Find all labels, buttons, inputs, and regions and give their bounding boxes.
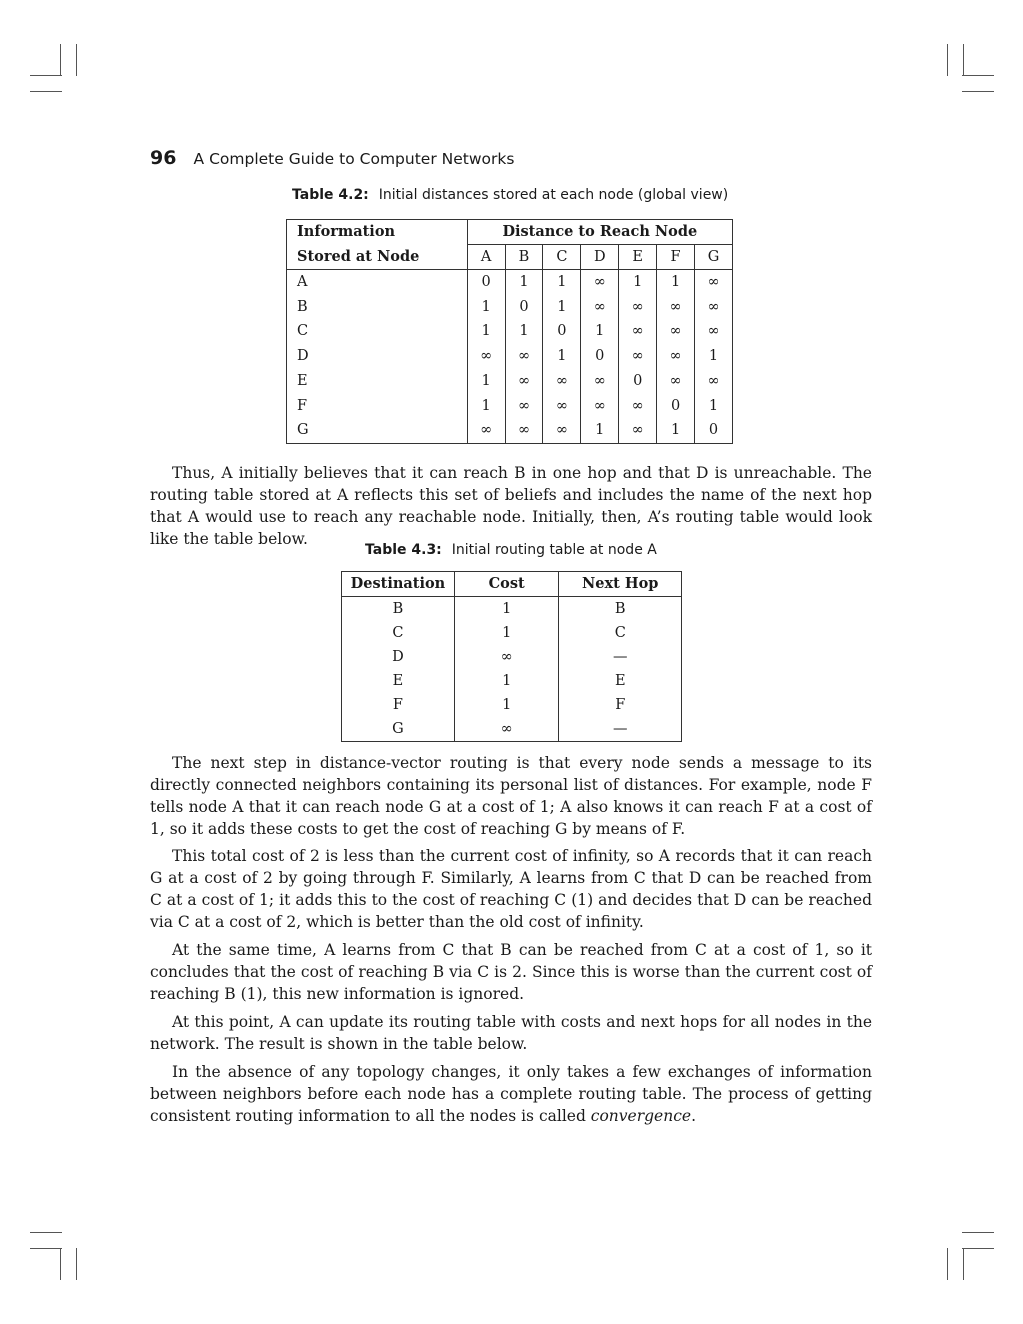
row-node-label: G <box>297 422 309 439</box>
cost-cell: 1 <box>454 597 559 622</box>
column-header: A <box>467 245 505 270</box>
distance-cell: 1 <box>467 295 505 320</box>
distance-cell: ∞ <box>695 369 733 394</box>
running-head <box>150 147 514 169</box>
paragraph-5: At this point, A can update its routing table with costs and next hops for all nodes in the network. The result is shown in the table below. <box>150 1013 872 1053</box>
table-row <box>342 693 682 717</box>
distance-cell: ∞ <box>505 369 543 394</box>
table-4-3-caption <box>365 542 657 558</box>
distance-cell: ∞ <box>581 295 619 320</box>
row-header-line1: Information <box>287 220 468 245</box>
table-row <box>342 597 682 622</box>
row-node-label: A <box>287 270 468 295</box>
table-4-3-body <box>342 597 682 742</box>
row-node-label: C <box>297 323 309 340</box>
table-row <box>287 344 733 369</box>
distance-cell: 1 <box>695 394 733 419</box>
distance-cell: ∞ <box>619 319 657 344</box>
distance-cell: ∞ <box>581 270 619 295</box>
distance-cell: ∞ <box>657 369 695 394</box>
distance-cell: ∞ <box>619 344 657 369</box>
column-header: F <box>657 245 695 270</box>
distance-cell: 1 <box>467 319 505 344</box>
column-header: E <box>619 245 657 270</box>
table-4-3-title: Initial routing table at node A <box>451 542 657 558</box>
row-node-label: F <box>297 397 308 414</box>
destination-cell: F <box>392 697 403 713</box>
distance-cell: ∞ <box>543 394 581 419</box>
distance-cell: 1 <box>581 418 619 443</box>
destination-cell: E <box>392 673 404 689</box>
column-header: C <box>543 245 581 270</box>
table-row <box>287 418 733 443</box>
distance-cell: ∞ <box>543 418 581 443</box>
table-row <box>342 621 682 645</box>
next-hop-cell: C <box>559 621 682 645</box>
table-row <box>287 319 733 344</box>
paragraph-2: The next step in distance-vector routing is that every node sends a message to its directly connected neighbors containing its personal list of distances. For example, node F tells node A that it can reach node G at a cost of 1; A also knows it can reach F at a cost of 1, so it adds these costs to get the cost of reaching G by means of F. <box>150 754 872 838</box>
distance-cell: ∞ <box>657 344 695 369</box>
distance-cell: ∞ <box>657 295 695 320</box>
distance-cell: ∞ <box>695 295 733 320</box>
table-4-3 <box>341 571 682 742</box>
next-hop-cell: — <box>559 645 682 669</box>
distance-cell: 1 <box>543 270 581 295</box>
group-header: Distance to Reach Node <box>502 223 698 240</box>
cost-cell: ∞ <box>454 717 559 742</box>
distance-cell: 1 <box>543 295 581 320</box>
cost-cell: 1 <box>454 693 559 717</box>
distance-cell: 1 <box>581 319 619 344</box>
page-number: 96 <box>150 147 177 169</box>
distance-cell: ∞ <box>619 418 657 443</box>
distance-cell: ∞ <box>695 319 733 344</box>
distance-cell: ∞ <box>695 270 733 295</box>
cost-cell: 1 <box>454 621 559 645</box>
term-convergence: convergence <box>590 1107 692 1125</box>
cost-cell: 1 <box>454 669 559 693</box>
distance-cell: 1 <box>543 344 581 369</box>
destination-cell: C <box>392 625 404 641</box>
paragraph-4: At the same time, A learns from C that B can be reached from C at a cost of 1, so it concludes that the cost of reaching B via C is 2. Since this is worse than the current cost of reaching B (1), this new information is ignored. <box>150 941 872 1003</box>
column-header: D <box>581 245 619 270</box>
table-4-2-body <box>287 270 733 444</box>
distance-cell: ∞ <box>619 394 657 419</box>
table-4-3-label: Table 4.3: <box>365 542 442 558</box>
next-hop-cell: E <box>559 669 682 693</box>
destination-cell: B <box>392 601 404 617</box>
distance-cell: ∞ <box>581 394 619 419</box>
distance-cell: ∞ <box>543 369 581 394</box>
row-node-label: B <box>297 298 308 315</box>
table-4-2-title: Initial distances stored at each node (global view) <box>378 187 729 203</box>
distance-cell: 0 <box>619 369 657 394</box>
distance-cell: ∞ <box>467 344 505 369</box>
distance-cell: 0 <box>657 394 695 419</box>
distance-cell: 0 <box>467 270 505 295</box>
destination-cell: D <box>392 649 404 665</box>
column-header-destination: Destination <box>342 572 455 597</box>
distance-cell: ∞ <box>505 418 543 443</box>
distance-cell: ∞ <box>657 319 695 344</box>
paragraph-1: Thus, A initially believes that it can reach B in one hop and that D is unreachable. The routing table stored at A reflects this set of beliefs and includes the name of the next hop that A would use to reach any reachable node. Initially, then, A’s routing table would look like the table below. <box>150 464 872 548</box>
distance-cell: ∞ <box>581 369 619 394</box>
distance-cell: 0 <box>695 418 733 443</box>
distance-cell: 1 <box>467 369 505 394</box>
distance-cell: 1 <box>505 270 543 295</box>
table-row <box>287 270 733 295</box>
table-4-2-label: Table 4.2: <box>292 187 369 203</box>
table-row <box>342 645 682 669</box>
table-row <box>287 369 733 394</box>
column-header: B <box>505 245 543 270</box>
paragraph-6-text: In the absence of any topology changes, it only takes a few exchanges of information between neighbors before each node has a complete routing table. The process of getting consistent routing information to all the nodes is called <box>150 1063 872 1125</box>
row-header-line2: Stored at Node <box>287 245 468 270</box>
table-row <box>342 669 682 693</box>
distance-cell: 1 <box>467 394 505 419</box>
column-header: G <box>695 245 733 270</box>
column-header-next-hop: Next Hop <box>559 572 682 597</box>
table-row <box>342 717 682 742</box>
row-node-label: D <box>297 348 309 365</box>
next-hop-cell: — <box>559 717 682 742</box>
table-row <box>287 295 733 320</box>
distance-cell: 1 <box>657 270 695 295</box>
distance-cell: 1 <box>505 319 543 344</box>
destination-cell: G <box>392 721 404 737</box>
table-4-2-caption <box>292 187 728 203</box>
row-node-label: E <box>297 372 308 389</box>
distance-cell: ∞ <box>467 418 505 443</box>
distance-cell: 0 <box>581 344 619 369</box>
cost-cell: ∞ <box>454 645 559 669</box>
next-hop-cell: B <box>559 597 682 622</box>
paragraph-3: This total cost of 2 is less than the current cost of infinity, so A records that it can reach G at a cost of 2 by going through F. Similarly, A learns from C that D can be reached from C at a cost of 1; it adds this to the cost of reaching C (1) and decides that D can be reached via C at a cost of 2, which is better than the old cost of infinity. <box>150 847 872 931</box>
table-row <box>287 394 733 419</box>
distance-cell: ∞ <box>505 344 543 369</box>
distance-cell: 0 <box>505 295 543 320</box>
distance-cell: ∞ <box>619 295 657 320</box>
distance-cell: 0 <box>543 319 581 344</box>
next-hop-cell: F <box>559 693 682 717</box>
distance-cell: 1 <box>657 418 695 443</box>
paragraph-6 <box>150 1061 872 1127</box>
distance-cell: 1 <box>695 344 733 369</box>
distance-cell: 1 <box>619 270 657 295</box>
column-header-cost: Cost <box>454 572 559 597</box>
paragraph-6-end: . <box>691 1107 696 1125</box>
book-title: A Complete Guide to Computer Networks <box>193 150 515 168</box>
table-4-2 <box>286 219 733 444</box>
distance-cell: ∞ <box>505 394 543 419</box>
